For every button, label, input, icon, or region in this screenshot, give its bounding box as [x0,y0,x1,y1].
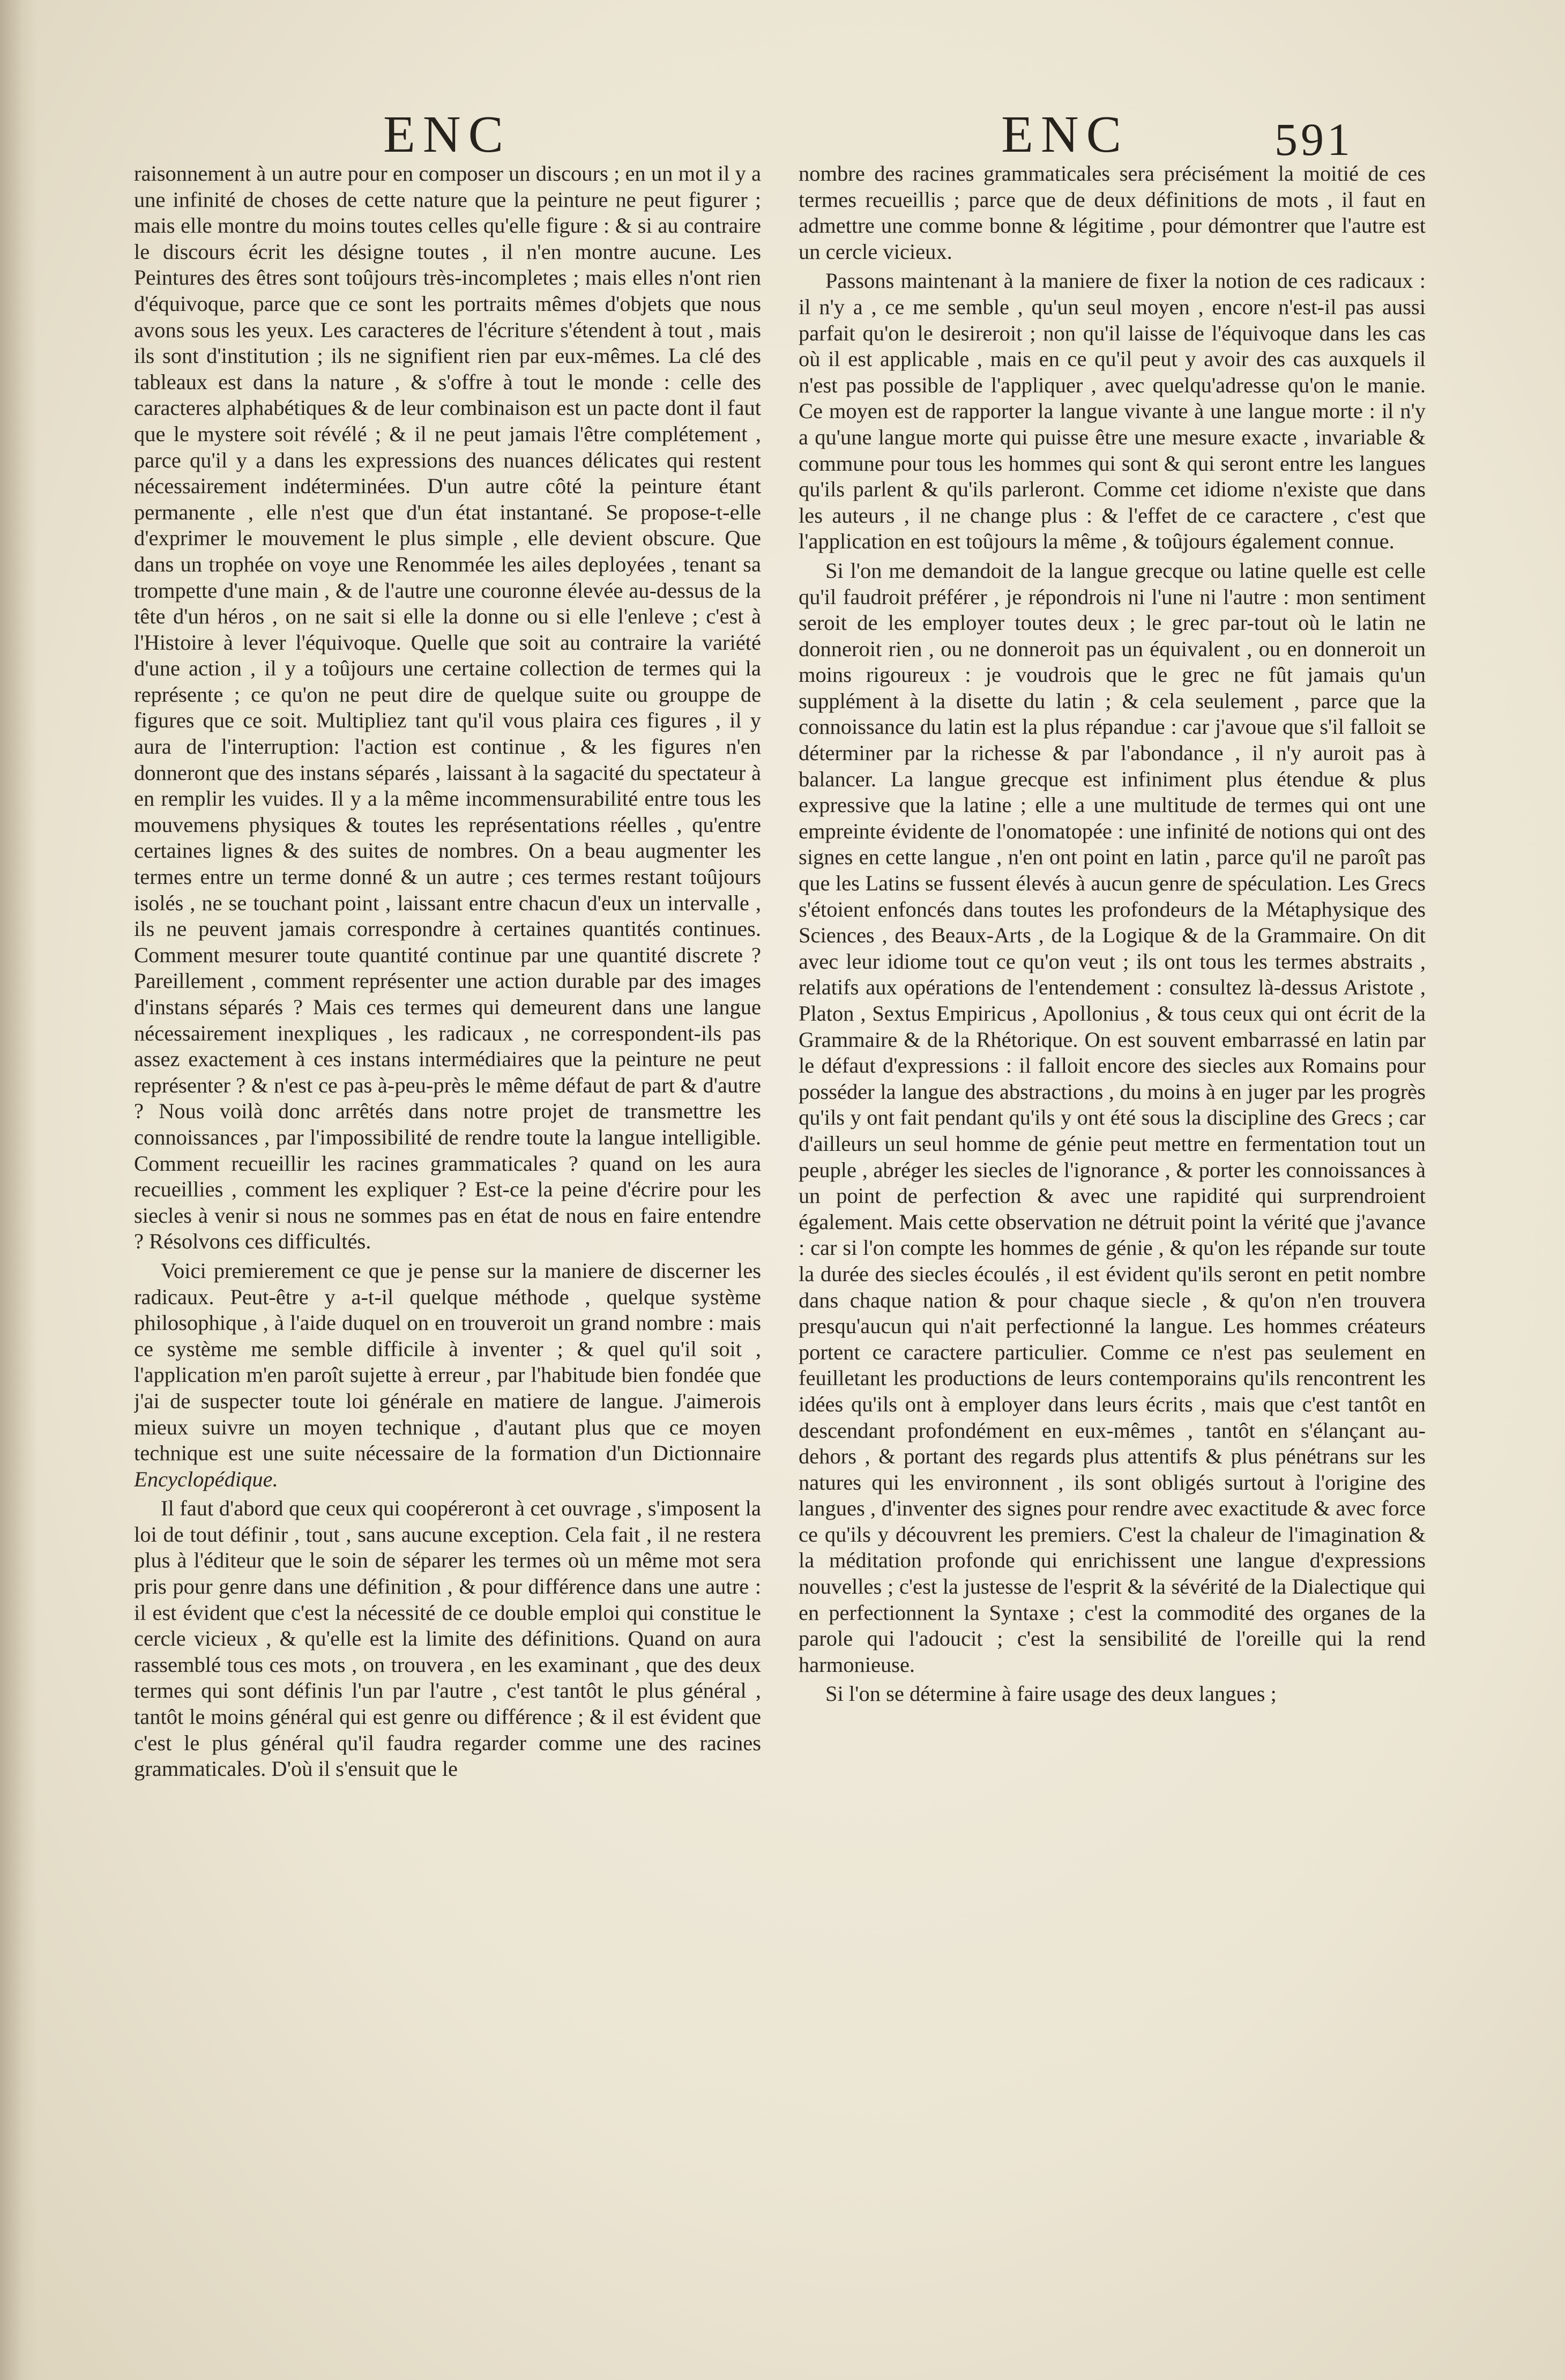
running-head-left: ENC [383,106,511,163]
paragraph: nombre des racines grammaticales sera précisément la moitié de ces termes recueillis ; parce que de deux définitions de mots , il faut en admettre une comme bonne & légitime , pour démontrer que l'autre est un cercle vicieux. [799,161,1426,264]
binding-gutter [0,0,38,2380]
running-head-right: ENC [1001,106,1129,163]
paragraph: raisonnement à un autre pour en composer un discours ; en un mot il y a une infinité de choses de cette nature que la peinture ne peut figurer ; mais elle montre du moins toutes celles qu'elle figure : & si au contraire le discours écrit les désigne toutes , il n'en montre aucune. Les Peintures des êtres sont toûjours très-incompletes ; mais elles n'ont rien d'équivoque, parce que ce sont les portraits mêmes d'objets que nous avons sous les yeux. Les caracteres de l'écriture s'étendent à tout , mais ils sont d'institution ; ils ne signifient rien par eux-mêmes. La clé des tableaux est dans la nature , & s'offre à tout le monde : celle des caracteres alphabétiques & de leur combinaison est un pacte dont il faut que le mystere soit révélé ; & il ne peut jamais l'être complétement , parce qu'il y a dans les expressions des nuances délicates qui restent nécessairement indéterminées. D'un autre côté la peinture étant permanente , elle n'est que d'un état instantané. Se propose-t-elle d'exprimer le mouvement le plus simple , elle devient obscure. Que dans un trophée on voye une Renommée les ailes deployées , tenant sa trompette d'une main , & de l'autre une couronne élevée au-dessus de la tête d'un héros , on ne sait si elle la donne ou si elle l'enleve ; c'est à l'Histoire à lever l'équivoque. Quelle que soit au contraire la variété d'une action , il y a toûjours une certaine collection de termes qui la représente ; ce qu'on ne peut dire de quelque suite ou grouppe de figures que ce soit. Multipliez tant qu'il vous plaira ces figures , il y aura de l'interruption: l'action est continue , & les figures n'en donneront que des instans séparés , laissant à la sagacité du spectateur à en remplir les vuides. Il y a la même incommensurabilité entre tous les mouvemens physiques & toutes les représentations réelles , qu'entre certaines lignes & des suites de nombres. On a beau augmenter les termes entre un terme donné & un autre ; ces termes restant toûjours isolés , ne se touchant point , laissant entre chacun d'eux un intervalle , ils ne peuvent jamais correspondre à certaines quantités continues. Comment mesurer toute quantité continue par une quantité discrete ? Pareillement , comment représenter une action durable par des images d'instans séparés ? Mais ces termes qui demeurent dans une langue nécessairement inexpliques , les radicaux , ne correspondent-ils pas assez exactement à ces instans intermédiaires que la peinture ne peut représenter ? & n'est ce pas à-peu-près le même défaut de part & d'autre ? Nous voilà donc arrêtés dans notre projet de transmettre les connoissances , par l'impossibilité de rendre toute la langue intelligible. Comment recueillir les racines grammaticales ? quand on les aura recueillies , comment les expliquer ? Est-ce la peine d'écrire pour les siecles à venir si nous ne sommes pas en état de nous en faire entendre ? Résolvons ces difficultés. [134,161,761,1254]
paragraph: Passons maintenant à la maniere de fixer la notion de ces radicaux : il n'y a , ce me semble , qu'un seul moyen , encore n'est-il pas aussi parfait qu'on le desireroit ; non qu'il laisse de l'équivoque dans les cas où il est applicable , mais en ce qu'il peut y avoir des cas auxquels il n'est pas possible de l'appliquer , avec quelqu'adresse qu'on le manie. Ce moyen est de rapporter la langue vivante à une langue morte : il n'y a qu'une langue morte qui puisse être une mesure exacte , invariable & commune pour tous les hommes qui sont & qui seront entre les langues qu'ils parlent & qu'ils parleront. Comme cet idiome n'existe que dans les auteurs , il ne change plus : & l'effet de ce caractere , c'est que l'application en est toûjours la même , & toûjours également connue. [799,269,1426,554]
paragraph: Si l'on se détermine à faire usage des deux langues ; [825,1682,1277,1706]
page-number: 591 [1275,114,1353,165]
right-column [799,161,1426,2294]
left-column [134,161,761,2294]
italic-term: Encyclopédique. [134,1467,278,1491]
paragraph [134,1258,761,1492]
paragraph-text: Voici premierement ce que je pense sur la maniere de discerner les radicaux. Peut-être y a-t-il quelque méthode , quelque système philosophique , à l'aide duquel on en trouveroit un grand nombre : mais ce système me semble difficile à inventer ; & quel qu'il soit , l'application m'en paroît sujette à erreur , par l'habitude bien fondée que j'ai de suspecter toute loi générale en matiere de langue. J'aimerois mieux suivre un moyen technique , d'autant plus que ce moyen technique est une suite nécessaire de la formation d'un Dictionnaire [134,1258,761,1466]
paragraph: Il faut d'abord que ceux qui coopéreront à cet ouvrage , s'imposent la loi de tout définir , tout , sans aucune exception. Cela fait , il ne restera plus à l'éditeur que le soin de séparer les termes où un même mot sera pris pour genre dans une définition , & pour différence dans une autre : il est évident que c'est la nécessité de ce double emploi qui constitue le cercle vicieux , & qu'elle est la limite des définitions. Quand on aura rassemblé tous ces mots , on trouvera , en les examinant , que des deux termes qui sont définis l'un par l'autre , c'est tantôt le plus général , tantôt le moins général qui est genre ou différence ; & il est évident que c'est le plus général qu'il faudra regarder comme une des racines grammaticales. D'où il s'ensuit que le [134,1496,761,1781]
paragraph: Si l'on me demandoit de la langue grecque ou latine quelle est celle qu'il faudroit préférer , je répondrois ni l'une ni l'autre : mon sentiment seroit de les employer toutes deux ; le grec par-tout où le latin ne donneroit rien , ou ne donneroit pas un équivalent , ou en donneroit un moins rigoureux : je voudrois que le grec ne fût jamais qu'un supplément à la disette du latin ; & cela seulement , parce que la connoissance du latin est la plus répandue : car j'avoue que s'il falloit se déterminer par la richesse & par l'abondance , il n'y auroit pas à balancer. La langue grecque est infiniment plus étendue & plus expressive que la latine ; elle a une multitude de termes qui ont une empreinte évidente de l'onomatopée : une infinité de notions qui ont des signes en cette langue , n'en ont point en latin , parce qu'il ne paroît pas que les Latins se fussent élevés à aucun genre de spéculation. Les Grecs s'étoient enfoncés dans toutes les profondeurs de la Métaphysique des Sciences , des Beaux-Arts , de la Logique & de la Grammaire. On dit avec leur idiome tout ce qu'on veut ; ils ont tous les termes abstraits , relatifs aux opérations de l'entendement : consultez là-dessus Aristote , Platon , Sextus Empiricus , Apollonius , & tous ceux qui ont écrit de la Grammaire & de la Rhétorique. On est souvent embarrassé en latin par le défaut d'expressions : il falloit encore des siecles aux Romains pour posséder la langue des abstractions , du moins à en juger par les progrès qu'ils y ont fait pendant qu'ils y ont été sous la discipline des Grecs ; car d'ailleurs un seul homme de génie peut mettre en fermentation tout un peuple , abréger les siecles de l'ignorance , & porter les connoissances à un point de perfection & avec une rapidité qui surprendroient également. Mais cette observation ne détruit point la vérité que j'avance : car si l'on compte les hommes de génie , & qu'on les répande sur toute la durée des siecles écoulés , il est évident qu'ils seront en petit nombre dans chaque nation & pour chaque siecle , & qu'on n'en trouvera presqu'aucun qui n'ait perfectionné la langue. Les hommes créateurs portent ce caractere particulier. Comme ce n'est pas seulement en feuilletant les productions de leurs contemporains qu'ils rencontrent les idées qu'ils ont à employer dans leurs écrits , mais que c'est tantôt en descendant profondément en eux-mêmes , tantôt en s'élançant au-dehors , & portant des regards plus attentifs & plus pénétrans sur les natures qui les environnent , ils sont obligés surtout à l'origine des langues , d'inventer des signes pour rendre avec exactitude & avec force ce qu'ils y découvrent les premiers. C'est la chaleur de l'imagination & la méditation profonde qui enrichissent une langue d'expressions nouvelles ; c'est la justesse de l'esprit & la sévérité de la Dialectique qui en perfectionnent la Syntaxe ; c'est la commodité des organes de la parole qui l'adoucit ; c'est la sensibilité de l'oreille qui la rend harmonieuse. [799,558,1426,1677]
